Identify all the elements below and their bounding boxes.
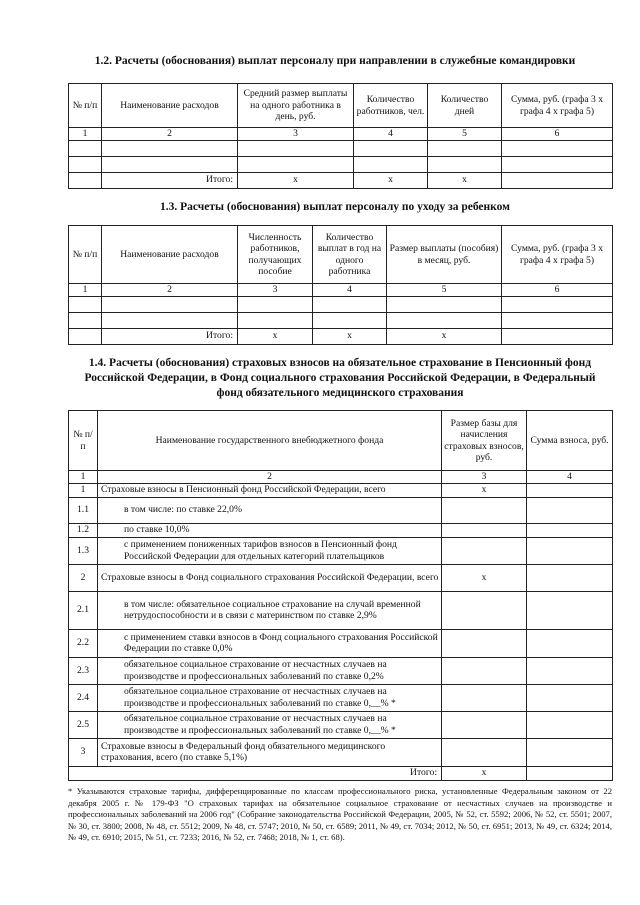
row-number: 2.5 bbox=[69, 711, 98, 738]
header-cell: Сумма, руб. (графа 3 х графа 4 х графа 5) bbox=[502, 226, 613, 284]
column-number: 5 bbox=[428, 128, 502, 141]
column-number: 1 bbox=[69, 471, 98, 484]
empty-cell[interactable] bbox=[69, 312, 102, 328]
fund-rows bbox=[69, 483, 613, 766]
fund-name: обязательное социальное страхование от несчастных случаев на производстве и профессиональных заболеваний по ставке 0,__% * bbox=[98, 711, 442, 738]
base-cell[interactable] bbox=[442, 591, 527, 629]
column-number: 5 bbox=[387, 284, 502, 297]
amount-cell[interactable] bbox=[527, 497, 613, 523]
empty-cell[interactable] bbox=[313, 296, 387, 312]
total-label: Итого: bbox=[102, 172, 238, 188]
empty-cell bbox=[69, 328, 102, 344]
fund-name: Страховые взносы в Фонд социального страхования Российской Федерации, всего bbox=[98, 564, 442, 591]
table-row bbox=[69, 296, 613, 312]
section-1-4-title: 1.4. Расчеты (обоснования) страховых взносов на обязательное страхование в Пенсионный фонд Российской Федерации, в Фонд социального страхования Российской Федерации, в Федеральный фонд обязательного медицинского страхования bbox=[84, 357, 596, 399]
base-cell[interactable] bbox=[442, 657, 527, 684]
base-cell[interactable] bbox=[442, 497, 527, 523]
empty-cell[interactable] bbox=[502, 312, 613, 328]
fund-name: с применением пониженных тарифов взносов в Пенсионный фонд Российской Федерации для отдельных категорий плательщиков bbox=[98, 537, 442, 564]
empty-cell[interactable] bbox=[354, 140, 428, 156]
table-1-2 bbox=[68, 83, 613, 189]
header-cell: Наименование расходов bbox=[102, 226, 238, 284]
amount-cell[interactable] bbox=[527, 738, 613, 766]
row-number: 2.2 bbox=[69, 629, 98, 657]
amount-cell[interactable] bbox=[527, 629, 613, 657]
column-number: 1 bbox=[69, 284, 102, 297]
total-label: Итого: bbox=[69, 766, 442, 780]
table-row bbox=[69, 591, 613, 629]
column-number: 2 bbox=[102, 128, 238, 141]
empty-cell[interactable] bbox=[502, 296, 613, 312]
not-applicable-mark: х bbox=[442, 766, 527, 780]
column-number: 6 bbox=[502, 128, 613, 141]
column-number: 2 bbox=[98, 471, 442, 484]
table-row bbox=[69, 738, 613, 766]
table-row bbox=[69, 564, 613, 591]
column-number: 4 bbox=[313, 284, 387, 297]
column-number-row bbox=[69, 284, 613, 297]
not-applicable-mark: х bbox=[313, 328, 387, 344]
total-row bbox=[69, 766, 613, 780]
base-cell[interactable] bbox=[442, 537, 527, 564]
table-row bbox=[69, 711, 613, 738]
column-number-row bbox=[69, 128, 613, 141]
base-cell[interactable] bbox=[442, 629, 527, 657]
header-cell: Размер выплаты (пособия) в месяц, руб. bbox=[387, 226, 502, 284]
column-number: 3 bbox=[442, 471, 527, 484]
empty-cell[interactable] bbox=[527, 766, 613, 780]
header-cell: Средний размер выплаты на одного работника в день, руб. bbox=[238, 84, 354, 128]
amount-cell[interactable] bbox=[527, 591, 613, 629]
base-cell[interactable] bbox=[442, 738, 527, 766]
table-row bbox=[69, 156, 613, 172]
column-number: 1 bbox=[69, 128, 102, 141]
base-cell[interactable] bbox=[442, 523, 527, 537]
amount-cell[interactable] bbox=[527, 523, 613, 537]
row-number: 2.1 bbox=[69, 591, 98, 629]
header-cell: Количество работников, чел. bbox=[354, 84, 428, 128]
section-1-2-title: 1.2. Расчеты (обоснования) выплат персоналу при направлении в служебные командировки bbox=[94, 55, 576, 67]
header-cell: Количество дней bbox=[428, 84, 502, 128]
header-cell: Размер базы для начисления страховых взносов, руб. bbox=[442, 411, 527, 471]
empty-cell[interactable] bbox=[354, 156, 428, 172]
table-row bbox=[69, 312, 613, 328]
row-number: 1 bbox=[69, 483, 98, 497]
empty-cell[interactable] bbox=[502, 140, 613, 156]
total-row bbox=[69, 328, 613, 344]
base-cell[interactable] bbox=[442, 684, 527, 711]
table-header-row bbox=[69, 84, 613, 128]
table-row bbox=[69, 497, 613, 523]
fund-name: по ставке 10,0% bbox=[98, 523, 442, 537]
table-1-3 bbox=[68, 225, 613, 345]
amount-cell[interactable] bbox=[527, 537, 613, 564]
empty-cell[interactable] bbox=[102, 296, 238, 312]
fund-name: в том числе: обязательное социальное страхование на случай временной нетрудоспособности и в связи с материнством по ставке 2,9% bbox=[98, 591, 442, 629]
base-cell: х bbox=[442, 564, 527, 591]
row-number: 3 bbox=[69, 738, 98, 766]
amount-cell[interactable] bbox=[527, 684, 613, 711]
fund-name: обязательное социальное страхование от несчастных случаев на производстве и профессиональных заболеваний по ставке 0,2% bbox=[98, 657, 442, 684]
header-cell: № п/п bbox=[69, 226, 102, 284]
empty-cell[interactable] bbox=[387, 312, 502, 328]
table-row bbox=[69, 537, 613, 564]
table-row bbox=[69, 684, 613, 711]
table-1-4 bbox=[68, 410, 613, 781]
header-cell: № п/п bbox=[69, 411, 98, 471]
base-cell[interactable] bbox=[442, 711, 527, 738]
empty-cell[interactable] bbox=[428, 140, 502, 156]
header-cell: Количество выплат в год на одного работника bbox=[313, 226, 387, 284]
table-row bbox=[69, 140, 613, 156]
empty-cell[interactable] bbox=[69, 296, 102, 312]
empty-cell[interactable] bbox=[69, 140, 102, 156]
not-applicable-mark: х bbox=[387, 328, 502, 344]
total-row bbox=[69, 172, 613, 188]
empty-cell[interactable] bbox=[502, 156, 613, 172]
empty-cell[interactable] bbox=[387, 296, 502, 312]
header-cell: Сумма взноса, руб. bbox=[527, 411, 613, 471]
empty-cell[interactable] bbox=[428, 156, 502, 172]
empty-cell[interactable] bbox=[502, 172, 613, 188]
empty-cell[interactable] bbox=[102, 312, 238, 328]
total-label: Итого: bbox=[102, 328, 238, 344]
table-row bbox=[69, 483, 613, 497]
column-number: 6 bbox=[502, 284, 613, 297]
empty-cell[interactable] bbox=[102, 156, 238, 172]
row-number: 1.1 bbox=[69, 497, 98, 523]
empty-cell[interactable] bbox=[238, 312, 313, 328]
column-number: 2 bbox=[102, 284, 238, 297]
column-number-row bbox=[69, 471, 613, 484]
fund-name: обязательное социальное страхование от несчастных случаев на производстве и профессиональных заболеваний по ставке 0,__% * bbox=[98, 684, 442, 711]
base-cell: х bbox=[442, 483, 527, 497]
column-number: 4 bbox=[527, 471, 613, 484]
fund-name: в том числе: по ставке 22,0% bbox=[98, 497, 442, 523]
column-number: 3 bbox=[238, 128, 354, 141]
empty-cell[interactable] bbox=[502, 328, 613, 344]
fund-name: Страховые взносы в Федеральный фонд обязательного медицинского страхования, всего (по ставке 5,1%) bbox=[98, 738, 442, 766]
amount-cell[interactable] bbox=[527, 483, 613, 497]
header-cell: Сумма, руб. (графа 3 х графа 4 х графа 5) bbox=[502, 84, 613, 128]
header-cell: Наименование государственного внебюджетного фонда bbox=[98, 411, 442, 471]
amount-cell[interactable] bbox=[527, 711, 613, 738]
column-number: 3 bbox=[238, 284, 313, 297]
row-number: 1.2 bbox=[69, 523, 98, 537]
table-row bbox=[69, 523, 613, 537]
fund-name: с применением ставки взносов в Фонд социального страхования Российской Федерации по ставке 0,0% bbox=[98, 629, 442, 657]
empty-cell[interactable] bbox=[238, 156, 354, 172]
empty-cell[interactable] bbox=[102, 140, 238, 156]
fund-name: Страховые взносы в Пенсионный фонд Российской Федерации, всего bbox=[98, 483, 442, 497]
empty-cell[interactable] bbox=[238, 296, 313, 312]
table-header-row bbox=[69, 226, 613, 284]
empty-cell[interactable] bbox=[69, 156, 102, 172]
empty-cell[interactable] bbox=[238, 140, 354, 156]
not-applicable-mark: х bbox=[238, 172, 354, 188]
footnote: * Указываются страховые тарифы, дифференцированные по классам профессионального риска, установленные Федеральным законом от 22 декабря 2005 г. № 179-ФЗ "О страховых тарифах на обязательное социальное страхование от несчастных случаев на производстве и профессиональных заболеваний на 2006 год" (Собрание законодательства Российской Федерации, 2005, № 52, ст. 5592; 2006, № 52, ст. 5501; 2007, № 30, ст. 3800; 2008, № 48, ст. 5512; 2009, № 48, ст. 5747; 2010, № 50, ст. 6589; 2011, № 49, ст. 7034; 2012, № 50, ст. 6951; 2013, № 49, ст. 6324; 2014, № 49, ст. 6910; 2015, № 51, ст. 7233; 2016, № 52, ст. 7468; 2018, № 1, ст. 68). bbox=[68, 786, 612, 843]
header-cell: № п/п bbox=[69, 84, 102, 128]
section-1-3-title: 1.3. Расчеты (обоснования) выплат персоналу по уходу за ребенком bbox=[160, 201, 510, 213]
amount-cell[interactable] bbox=[527, 657, 613, 684]
not-applicable-mark: х bbox=[428, 172, 502, 188]
not-applicable-mark: х bbox=[238, 328, 313, 344]
empty-cell[interactable] bbox=[313, 312, 387, 328]
row-number: 1.3 bbox=[69, 537, 98, 564]
row-number: 2.4 bbox=[69, 684, 98, 711]
table-row bbox=[69, 657, 613, 684]
empty-cell bbox=[69, 172, 102, 188]
table-header-row bbox=[69, 411, 613, 471]
row-number: 2.3 bbox=[69, 657, 98, 684]
header-cell: Численность работников, получающих пособие bbox=[238, 226, 313, 284]
column-number: 4 bbox=[354, 128, 428, 141]
amount-cell[interactable] bbox=[527, 564, 613, 591]
header-cell: Наименование расходов bbox=[102, 84, 238, 128]
table-row bbox=[69, 629, 613, 657]
row-number: 2 bbox=[69, 564, 98, 591]
not-applicable-mark: х bbox=[354, 172, 428, 188]
